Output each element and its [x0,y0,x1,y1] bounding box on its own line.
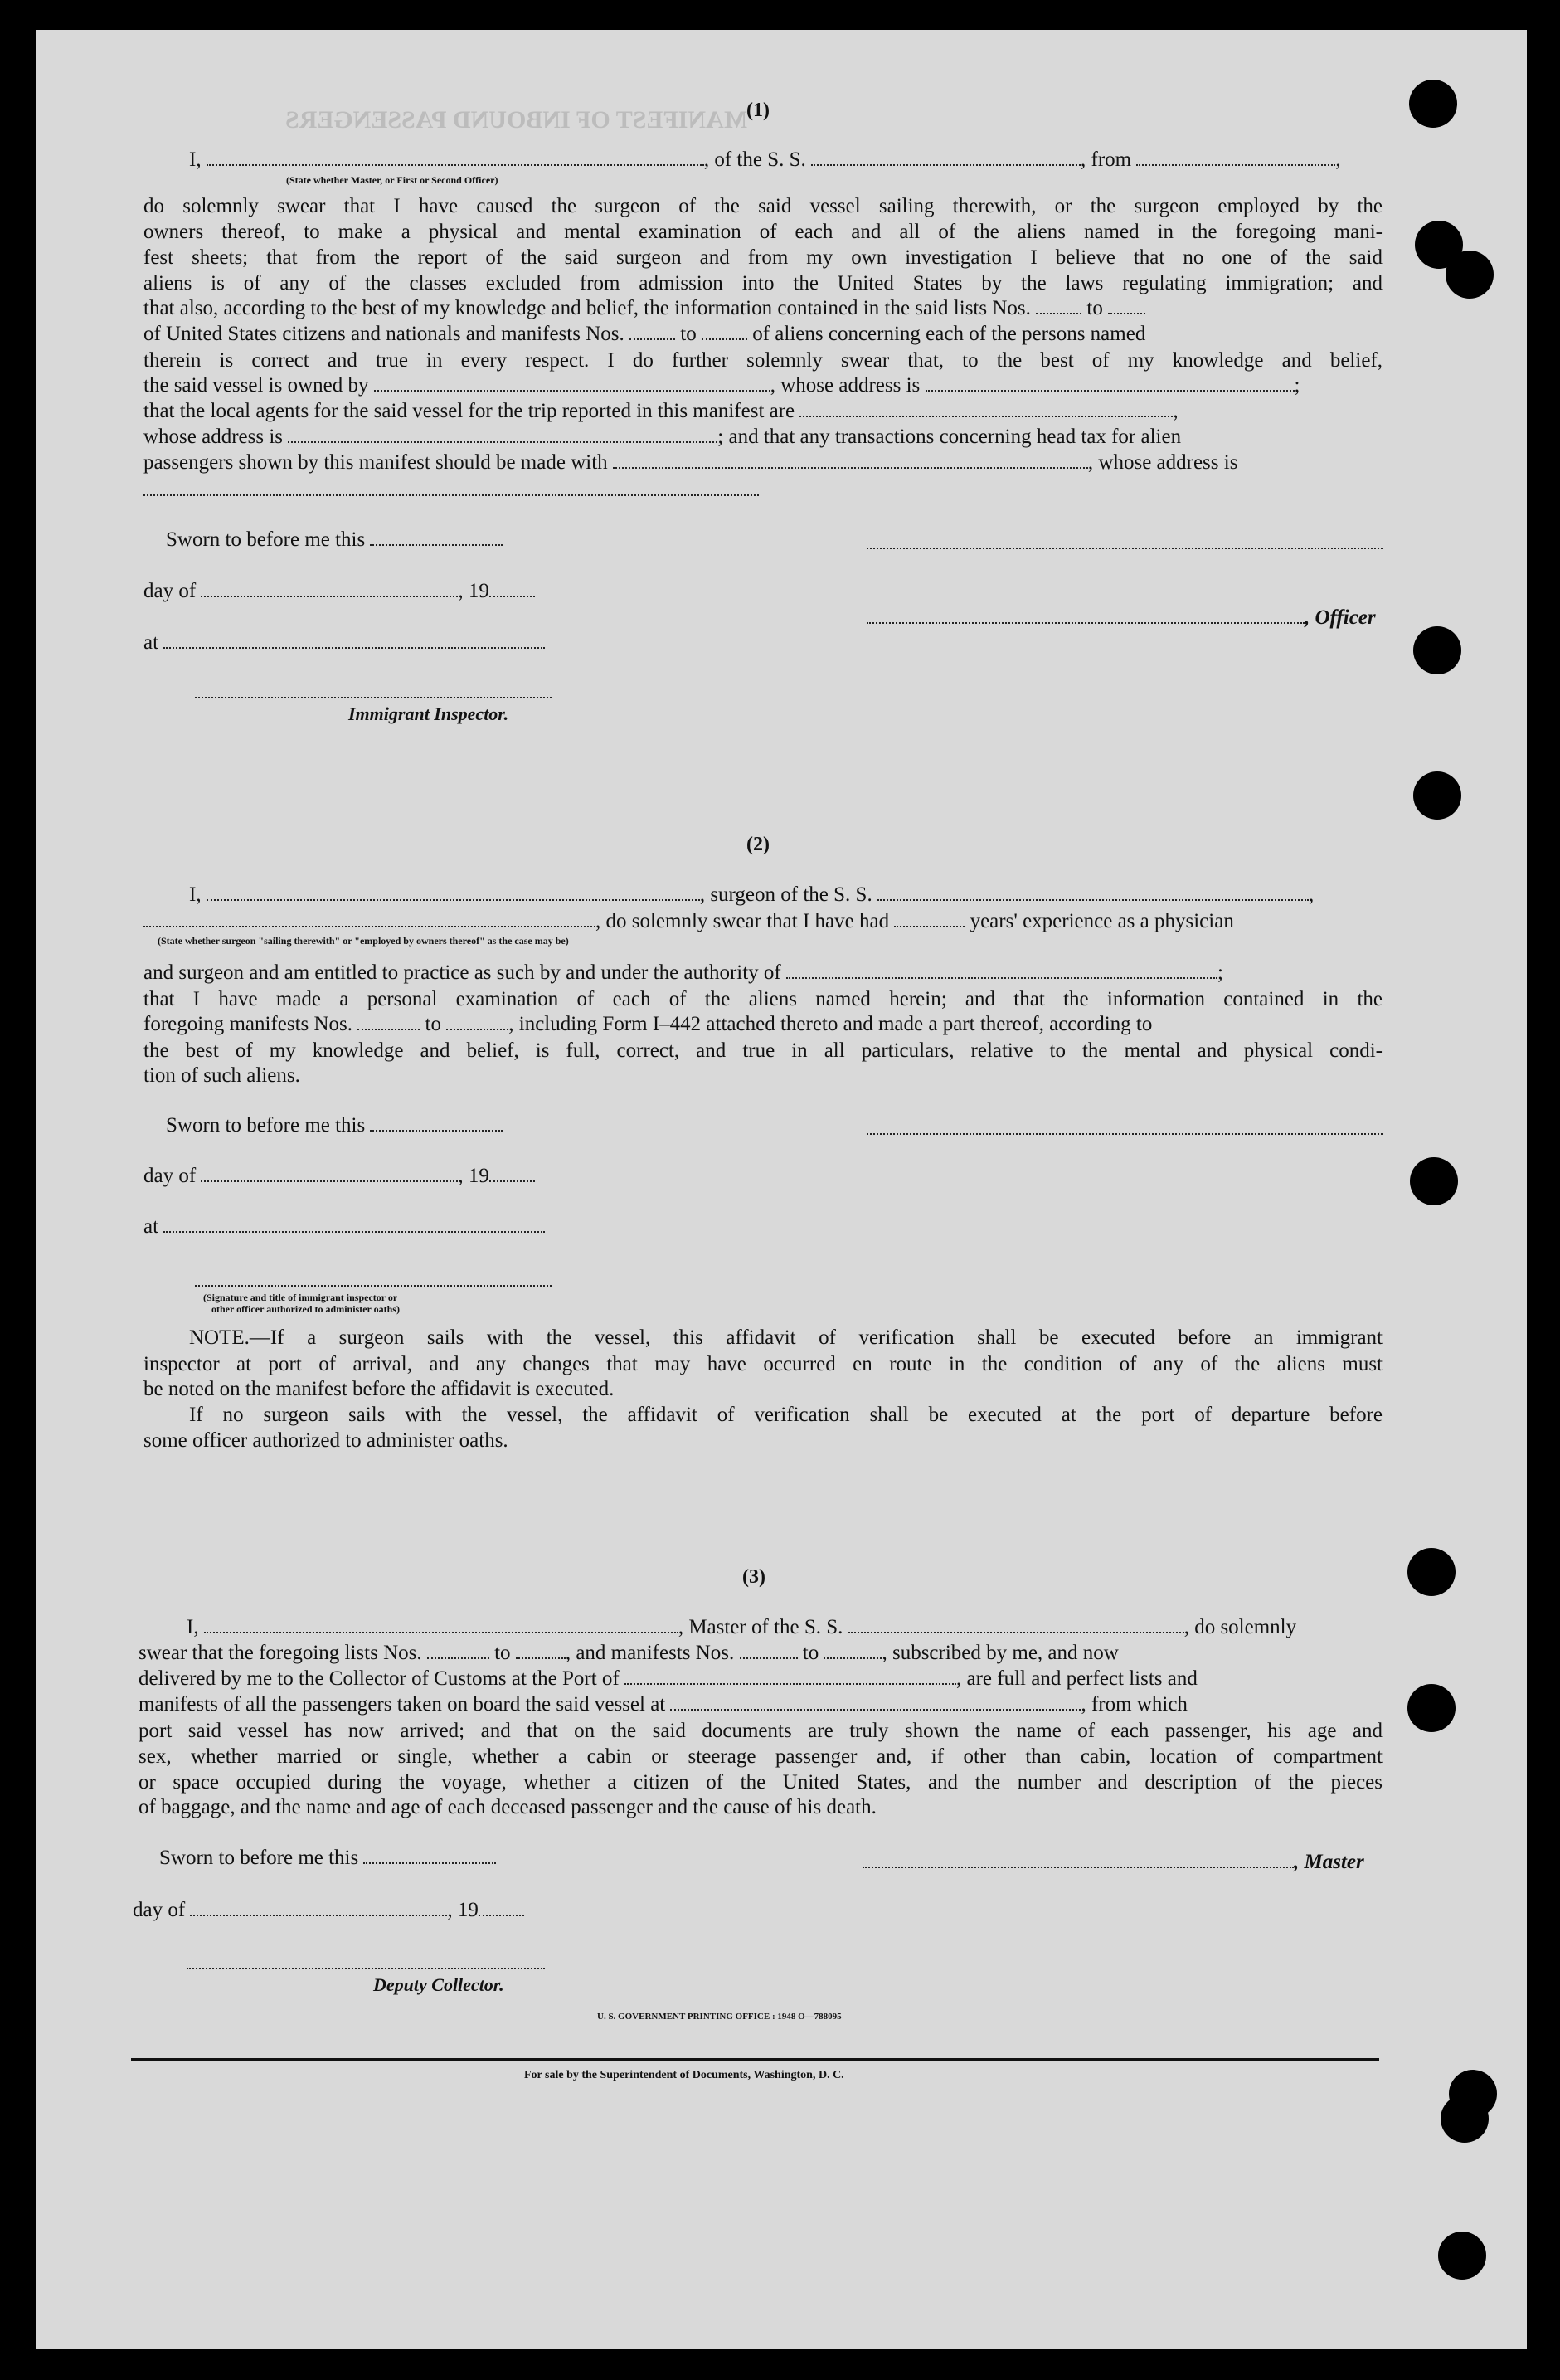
s2-note-5: some officer authorized to administer oaths. [143,1429,508,1452]
s2-line-6: the best of my knowledge and belief, is full, correct, and true in all particulars, relative to the mental and physical condi- [143,1039,1383,1062]
s1-signature-line [867,548,1383,549]
s3-line-2: swear that the foregoing lists Nos. to , and manifests Nos. to , subscribed by me, and now [139,1642,1119,1664]
s1-inspector-line [195,697,552,698]
s2-sworn: Sworn to before me this [166,1113,503,1138]
s3-master: , Master [863,1850,1364,1875]
s1-line-8: therein is correct and true in every respect. I do further solemnly swear that, to the best of my knowledge and belief, [143,349,1383,372]
s2-line-3: and surgeon and am entitled to practice as such by and under the authority of ; [143,961,1223,984]
s1-inspector-label: Immigrant Inspector. [348,703,509,724]
s3-line-4: manifests of all the passengers taken on board the said vessel at , from which [139,1693,1188,1716]
s1-line-7: of United States citizens and nationals and manifests Nos. to of aliens concerning each of the persons named [143,323,1146,345]
binder-hole [1446,251,1494,299]
binder-hole [1407,1548,1456,1596]
binder-hole [1441,2095,1489,2143]
s3-line-6: sex, whether married or single, whether a cabin or steerage passenger and, if other than cabin, location of compartment [139,1745,1383,1768]
s2-line-4: that I have made a personal examination of each of the aliens named herein; and that the information contained in the [143,988,1383,1010]
s1-line-3: owners thereof, to make a physical and mental examination of each and all of the aliens named in the foregoing mani- [143,221,1383,243]
s3-line-3: delivered by me to the Collector of Customs at the Port of , are full and perfect lists and [139,1667,1198,1690]
binder-hole [1410,1157,1458,1205]
s2-note-surgeon: (State whether surgeon "sailing therewith" or "employed by owners thereof" as the case may be) [158,935,569,947]
s2-line-5: foregoing manifests Nos. to , including Form I–442 attached thereto and made a part thereof, according to [143,1013,1153,1035]
sale-notice: For sale by the Superintendent of Documents, Washington, D. C. [524,2069,844,2081]
footer-rule [131,2058,1379,2061]
s1-line-2: do solemnly swear that I have caused the surgeon of the said vessel sailing therewith, or the surgeon employed by the [143,195,1383,217]
s2-line-2: , do solemnly swear that I have had years' experience as a physician [143,909,1234,934]
s1-line-12: passengers shown by this manifest should be made with , whose address is [143,451,1238,474]
s3-line-1: I, , Master of the S. S. , do solemnly [187,1616,1297,1638]
s1-line-5: aliens is of any of the classes excluded from admission into the United States by the laws regulating immigration; and [143,272,1383,294]
s1-line-6: that also, according to the best of my knowledge and belief, the information contained in the said lists Nos. to [143,296,1145,321]
section-2-number: (2) [746,834,770,855]
binder-hole [1413,626,1461,674]
s1-line-13-blank [143,494,759,496]
s1-line-9: the said vessel is owned by , whose address is ; [143,374,1300,397]
s3-deputy-label: Deputy Collector. [373,1974,504,1995]
s3-line-7: or space occupied during the voyage, whether a citizen of the United States, and the number and description of the pieces [139,1771,1383,1794]
s2-day-of: day of , 19 [143,1164,535,1189]
s2-sig-note-1: (Signature and title of immigrant inspector or [203,1292,398,1303]
s1-line-4: fest sheets; that from the report of the said surgeon and from my own investigation I believe that no one of the said [143,246,1383,269]
s1-day-of: day of , 19 [143,579,535,604]
binder-hole [1407,1684,1456,1732]
s2-note-4: If no surgeon sails with the vessel, the affidavit of verification shall be executed at the port of departure before [189,1404,1383,1426]
s3-sworn: Sworn to before me this [159,1846,496,1871]
s1-officer: , Officer [867,606,1376,630]
binder-hole [1413,771,1461,820]
section-3-number: (3) [742,1566,765,1588]
s3-day-of: day of , 19 [133,1898,524,1923]
gpo-imprint: U. S. GOVERNMENT PRINTING OFFICE : 1948 O—788095 [597,2012,842,2022]
s2-note-2: inspector at port of arrival, and any changes that may have occurred en route in the condition of any of the aliens must [143,1353,1383,1375]
s2-line-1: I, , surgeon of the S. S. , [189,883,1315,906]
s1-sworn: Sworn to before me this [166,528,503,552]
s2-note-3: be noted on the manifest before the affidavit is executed. [143,1378,615,1400]
s1-line-10: that the local agents for the said vessel for the trip reported in this manifest are , [143,400,1179,422]
s1-note-officer: (State whether Master, or First or Second Officer) [286,174,498,186]
s2-inspector-line [195,1285,552,1287]
s3-line-5: port said vessel has now arrived; and that on the said documents are truly shown the name of each passenger, his age and [139,1720,1383,1742]
s2-signature-line [867,1133,1383,1135]
s1-at: at [143,630,545,655]
s2-at: at [143,1214,545,1239]
binder-hole [1438,2232,1486,2280]
s2-line-7: tion of such aliens. [143,1064,300,1087]
binder-hole [1409,80,1457,128]
s2-sig-note-2: other officer authorized to administer oaths) [211,1303,400,1315]
s1-line-1: I, , of the S. S. , from , [189,148,1341,171]
s2-note-1: NOTE.—If a surgeon sails with the vessel, this affidavit of verification shall be executed before an immigrant [189,1326,1383,1349]
bleed-through-text: MANIFEST OF INBOUND PASSENGERS [285,106,748,134]
section-1-number: (1) [746,100,770,121]
s3-deputy-line [187,1968,545,1969]
s1-line-11: whose address is ; and that any transactions concerning head tax for alien [143,426,1182,448]
s3-line-8: of baggage, and the name and age of each deceased passenger and the cause of his death. [139,1796,877,1818]
